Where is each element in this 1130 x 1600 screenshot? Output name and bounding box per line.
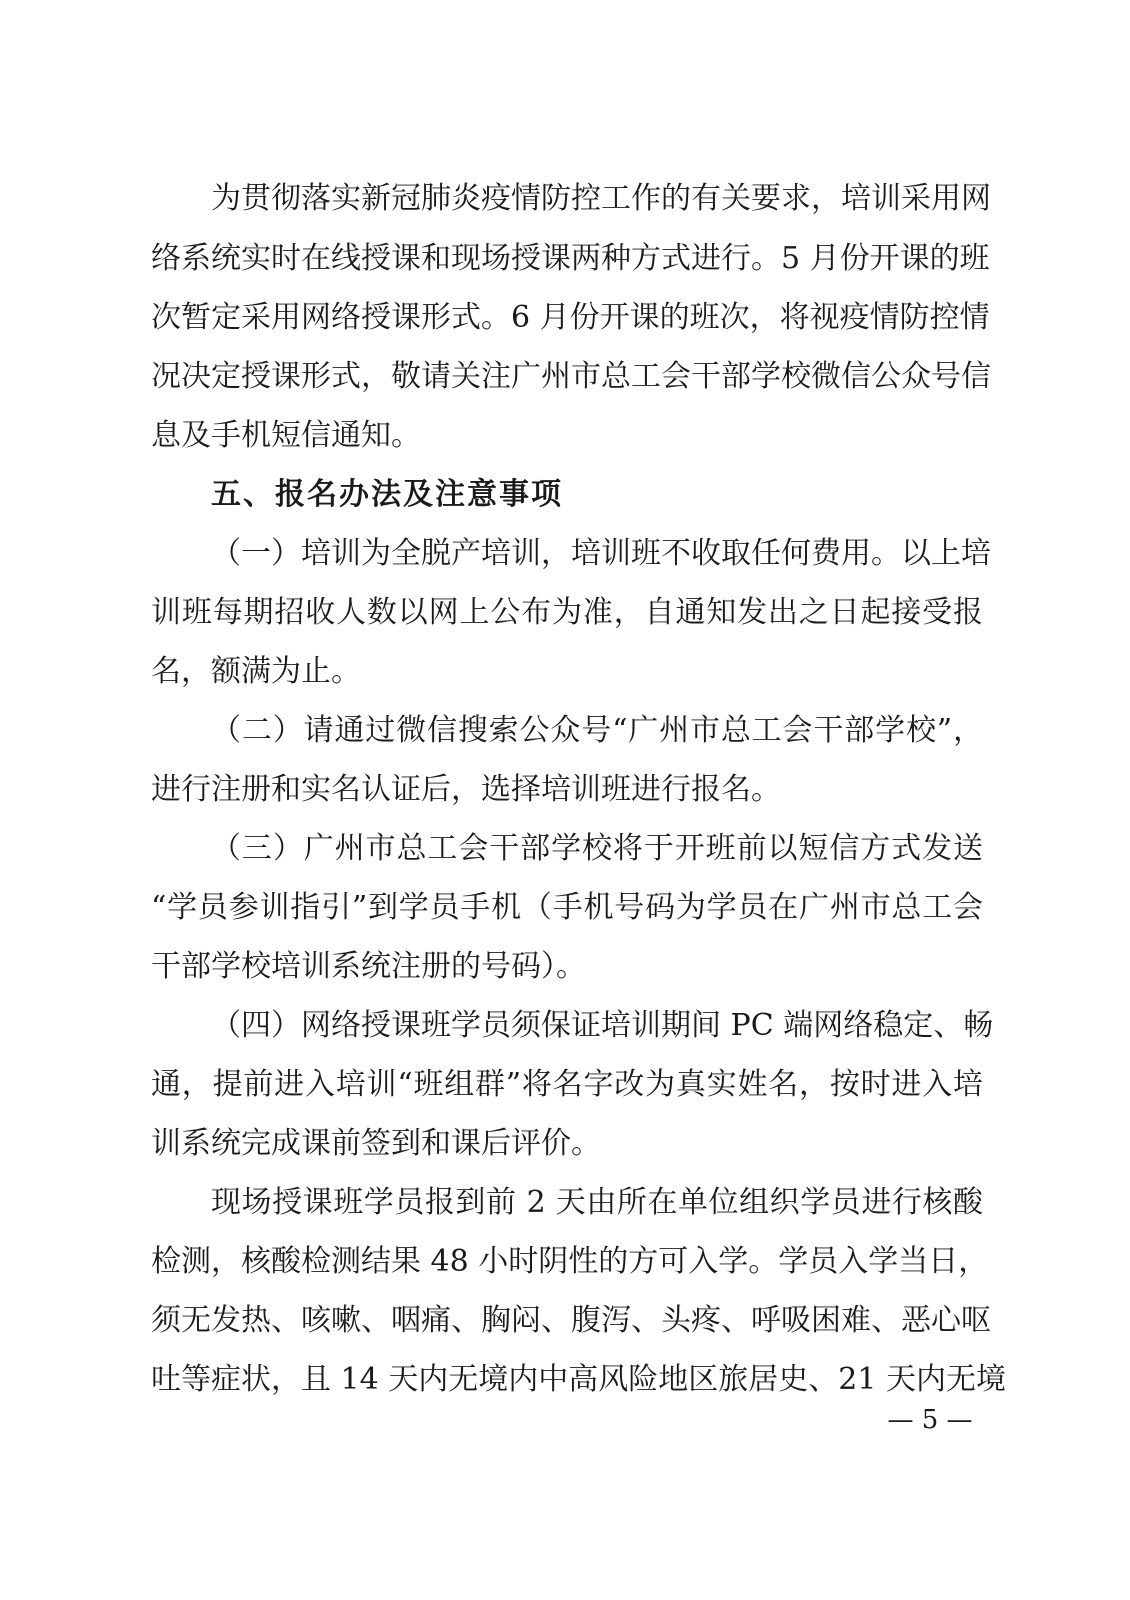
- paragraph-line: 须无发热、咳嗽、咽痛、胸闷、腹泻、头疼、呼吸困难、恶心呕: [151, 1303, 991, 1338]
- list-item-line: 训班每期招收人数以网上公布为准，自通知发出之日起接受报: [151, 595, 983, 630]
- list-item-line: （二）请通过微信搜索公众号“广州市总工会干部学校”，: [211, 713, 983, 748]
- paragraph-line: 息及手机短信通知。: [151, 418, 421, 453]
- list-item-line: 进行注册和实名认证后，选择培训班进行报名。: [151, 772, 781, 807]
- list-item-line: 名，额满为止。: [151, 654, 361, 689]
- paragraph-line: 现场授课班学员报到前 2 天由所在单位组织学员进行核酸: [211, 1185, 983, 1220]
- paragraph-line: 吐等症状，且 14 天内无境内中高风险地区旅居史、21 天内无境: [151, 1362, 1006, 1397]
- list-item-line: （四）网络授课班学员须保证培训期间 PC 端网络稳定、畅: [211, 1008, 994, 1043]
- section-heading: 五、报名办法及注意事项: [211, 477, 563, 512]
- list-item-line: 通，提前进入培训“班组群”将名字改为真实姓名，按时进入培: [151, 1067, 983, 1102]
- paragraph-line: 检测，核酸检测结果 48 小时阴性的方可入学。学员入学当日，: [151, 1244, 989, 1279]
- paragraph-line: 况决定授课形式，敬请关注广州市总工会干部学校微信公众号信: [151, 359, 991, 394]
- list-item-line: “学员参训指引”到学员手机（手机号码为学员在广州市总工会: [151, 890, 983, 925]
- paragraph-line: 为贯彻落实新冠肺炎疫情防控工作的有关要求，培训采用网: [211, 181, 991, 216]
- list-item-line: （一）培训为全脱产培训，培训班不收取任何费用。以上培: [211, 536, 991, 571]
- paragraph-line: 次暂定采用网络授课形式。6 月份开课的班次，将视疫情防控情: [151, 300, 990, 335]
- paragraph-line: 络系统实时在线授课和现场授课两种方式进行。5 月份开课的班: [151, 241, 990, 276]
- page-number: — 5 —: [887, 1405, 973, 1435]
- list-item-line: 训系统完成课前签到和课后评价。: [151, 1126, 601, 1161]
- list-item-line: 干部学校培训系统注册的号码）。: [151, 949, 586, 984]
- list-item-line: （三）广州市总工会干部学校将于开班前以短信方式发送: [211, 831, 983, 866]
